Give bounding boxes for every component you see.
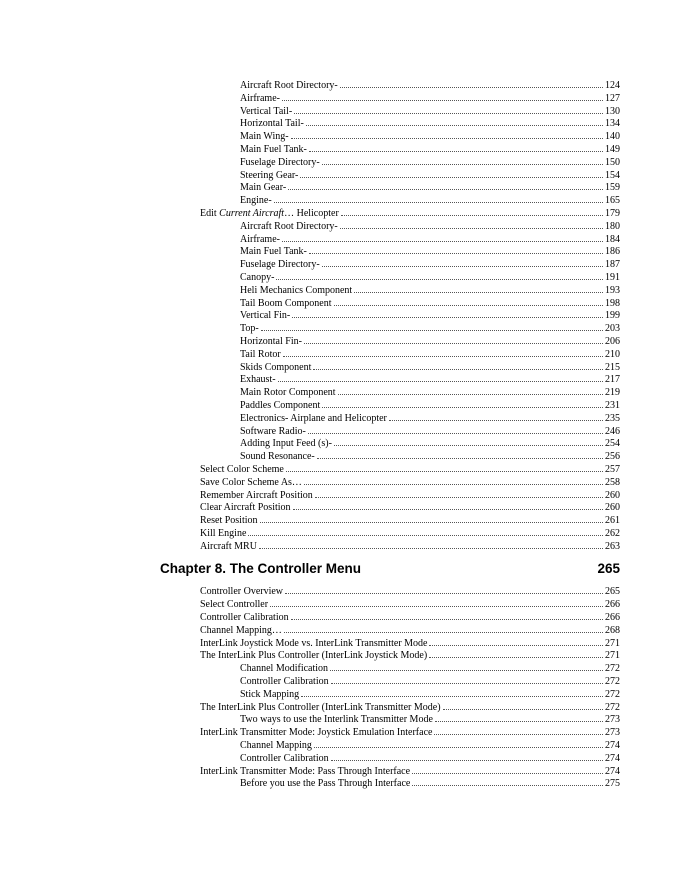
toc-entry-page: 235 — [605, 412, 620, 424]
toc-entry[interactable] — [200, 701, 620, 714]
toc-entry-label: Vertical Fin- — [240, 310, 291, 322]
toc-entry-page: 260 — [605, 502, 620, 514]
toc-entry-label: Two ways to use the Interlink Transmitter Mode — [240, 714, 433, 726]
dot-leader — [334, 437, 603, 446]
toc-entry-label: Save Color Scheme As… — [200, 476, 302, 488]
toc-entry-page: 149 — [605, 143, 620, 155]
toc-entry-page: 184 — [605, 233, 620, 245]
toc-entry[interactable] — [240, 271, 620, 284]
toc-entry[interactable] — [240, 739, 620, 752]
toc-entry-edit-helicopter[interactable] — [200, 207, 620, 220]
toc-entry-page: 206 — [605, 335, 620, 347]
toc-entry-label: Kill Engine — [200, 527, 247, 539]
toc-entry-page: 263 — [605, 540, 620, 552]
dot-leader — [309, 245, 603, 254]
toc-entry-page: 246 — [605, 425, 620, 437]
toc-entry-page: 257 — [605, 463, 620, 475]
toc-entry-label: Canopy- — [240, 271, 275, 283]
toc-entry-page: 150 — [605, 156, 620, 168]
dot-leader — [306, 117, 603, 126]
toc-entry-label: Edit Current Aircraft… Helicopter — [200, 207, 339, 219]
toc-entry-page: 275 — [605, 778, 620, 790]
toc-entry[interactable] — [240, 348, 620, 361]
toc-entry-page: 273 — [605, 727, 620, 739]
toc-entry-label: InterLink Transmitter Mode: Pass Through Interface — [200, 765, 411, 777]
toc-entry-label: Main Wing- — [240, 131, 289, 143]
chapter-title: Chapter 8. The Controller Menu — [160, 561, 362, 577]
dot-leader — [293, 501, 603, 510]
toc-entry-page: 130 — [605, 105, 620, 117]
dot-leader — [322, 399, 603, 408]
toc-entry-label: Horizontal Tail- — [240, 118, 304, 130]
toc-entry[interactable] — [240, 233, 620, 246]
toc-entry-label: Airframe- — [240, 233, 280, 245]
toc-entry[interactable] — [240, 399, 620, 412]
toc-entry[interactable] — [240, 752, 620, 765]
toc-entry-page: 260 — [605, 489, 620, 501]
toc-entry-label: Exhaust- — [240, 374, 276, 386]
toc-entry-page: 266 — [605, 612, 620, 624]
toc-entry-page: 256 — [605, 451, 620, 463]
toc-entry-page: 215 — [605, 361, 620, 373]
dot-leader — [412, 777, 603, 786]
toc-entry-page: 266 — [605, 599, 620, 611]
toc-entry-page: 191 — [605, 271, 620, 283]
toc-entry-page: 271 — [605, 650, 620, 662]
toc-entry-label: Airframe- — [240, 92, 280, 104]
toc-entry-label: Tail Boom Component — [240, 297, 332, 309]
toc-entry-label: The InterLink Plus Controller (InterLink Joystick Mode) — [200, 650, 428, 662]
toc-entry[interactable] — [200, 637, 620, 650]
toc-entry[interactable] — [240, 245, 620, 258]
dot-leader — [270, 598, 603, 607]
dot-leader — [389, 412, 603, 421]
toc-entry-page: 210 — [605, 348, 620, 360]
toc-entry-page: 154 — [605, 169, 620, 181]
toc-entry[interactable] — [240, 335, 620, 348]
toc-entry-page: 273 — [605, 714, 620, 726]
toc-entry[interactable] — [200, 598, 620, 611]
dot-leader — [340, 220, 603, 229]
toc-entry-label: Fuselage Directory- — [240, 259, 320, 271]
chapter-heading[interactable] — [160, 561, 620, 577]
toc-entry-label: Channel Mapping — [240, 740, 312, 752]
dot-leader — [429, 637, 603, 646]
toc-entry[interactable] — [240, 437, 620, 450]
dot-leader — [354, 284, 603, 293]
toc-entry-label: Aircraft MRU — [200, 540, 257, 552]
toc-entry[interactable] — [200, 624, 620, 637]
toc-entry-label: InterLink Transmitter Mode: Joystick Emulation Interface — [200, 727, 433, 739]
dot-leader — [322, 156, 603, 165]
toc-entry[interactable] — [240, 361, 620, 374]
toc-entry-label: Aircraft Root Directory- — [240, 80, 338, 91]
toc-entry-label: Select Color Scheme — [200, 463, 284, 475]
toc-entry-page: 124 — [605, 80, 620, 91]
dot-leader — [334, 297, 603, 306]
toc-entry-label: Channel Mapping… — [200, 624, 282, 636]
dot-leader — [340, 79, 603, 88]
toc-entry-page: 231 — [605, 399, 620, 411]
toc-entry-label: The InterLink Plus Controller (InterLink Transmitter Mode) — [200, 701, 441, 713]
toc-entry[interactable] — [240, 143, 620, 156]
toc-entry[interactable] — [200, 611, 620, 624]
toc-entry-label: Paddles Component — [240, 399, 321, 411]
toc-entry-page: 159 — [605, 182, 620, 194]
dot-leader — [301, 688, 603, 697]
dot-leader — [288, 181, 603, 190]
dot-leader — [429, 649, 603, 658]
dot-leader — [276, 271, 603, 280]
toc-entry-page: 186 — [605, 246, 620, 258]
dot-leader — [304, 476, 603, 485]
dot-leader — [315, 489, 603, 498]
toc-entry-label: Engine- — [240, 195, 272, 207]
toc-section-helicopter-editor — [0, 220, 680, 553]
toc-entry-page: 127 — [605, 92, 620, 104]
toc-entry[interactable] — [240, 79, 620, 92]
toc-entry-page: 265 — [605, 586, 620, 598]
toc-entry[interactable] — [200, 476, 620, 489]
dot-leader — [330, 662, 603, 671]
dot-leader — [274, 194, 603, 203]
toc-entry[interactable] — [240, 130, 620, 143]
toc-entry-page: 140 — [605, 131, 620, 143]
toc-entry-label: Main Fuel Tank- — [240, 246, 307, 258]
toc-entry-label: Remember Aircraft Position — [200, 489, 313, 501]
toc-entry-label: Clear Aircraft Position — [200, 502, 291, 514]
dot-leader — [291, 130, 603, 139]
toc-entry[interactable] — [240, 284, 620, 297]
dot-leader — [317, 450, 603, 459]
toc-entry-label: Channel Modification — [240, 663, 329, 675]
toc-entry-page: 180 — [605, 220, 620, 232]
toc-entry-label: Fuselage Directory- — [240, 156, 320, 168]
toc-entry-label: InterLink Joystick Mode vs. InterLink Transmitter Mode — [200, 637, 428, 649]
toc-entry[interactable] — [200, 489, 620, 502]
toc-entry[interactable] — [240, 297, 620, 310]
dot-leader — [434, 726, 603, 735]
toc-entry-label: Heli Mechanics Component — [240, 284, 353, 296]
toc-entry[interactable] — [240, 156, 620, 169]
dot-leader — [292, 309, 603, 318]
toc-entry-page: 261 — [605, 515, 620, 527]
dot-leader — [283, 348, 603, 357]
dot-leader — [278, 373, 603, 382]
toc-entry[interactable] — [200, 726, 620, 739]
toc-entry-page: 179 — [605, 207, 620, 219]
toc-entry-label: Stick Mapping — [240, 688, 300, 700]
dot-leader — [284, 624, 603, 633]
toc-entry[interactable] — [240, 450, 620, 463]
chapter-page: 265 — [597, 561, 620, 577]
toc-entry-page: 219 — [605, 387, 620, 399]
dot-leader — [261, 322, 603, 331]
toc-entry[interactable] — [240, 309, 620, 322]
toc-entry[interactable] — [200, 649, 620, 662]
toc-section-airplane-editor — [0, 79, 680, 207]
dot-leader — [285, 585, 603, 594]
dot-leader — [260, 514, 603, 523]
toc-entry[interactable] — [200, 514, 620, 527]
toc-entry-label: Top- — [240, 323, 259, 335]
dot-leader — [308, 425, 603, 434]
table-of-contents — [0, 79, 680, 790]
toc-entry-page: 271 — [605, 637, 620, 649]
dot-leader — [331, 752, 603, 761]
toc-entry[interactable] — [240, 713, 620, 726]
toc-entry[interactable] — [240, 675, 620, 688]
toc-entry-label: Controller Overview — [200, 586, 284, 598]
toc-entry-label: Main Gear- — [240, 182, 287, 194]
toc-entry-page: 274 — [605, 752, 620, 764]
toc-section-controller-menu — [0, 585, 680, 790]
dot-leader — [435, 713, 603, 722]
dot-leader — [259, 540, 603, 549]
dot-leader — [314, 739, 603, 748]
toc-entry[interactable] — [240, 412, 620, 425]
toc-entry-page: 262 — [605, 527, 620, 539]
toc-entry-page: 198 — [605, 297, 620, 309]
toc-entry-label: Vertical Tail- — [240, 105, 293, 117]
toc-entry-label: Controller Calibration — [240, 676, 329, 688]
dot-leader — [282, 92, 603, 101]
toc-entry[interactable] — [240, 386, 620, 399]
toc-entry-page: 203 — [605, 323, 620, 335]
dot-leader — [338, 386, 603, 395]
dot-leader — [313, 361, 603, 370]
dot-leader — [341, 207, 603, 216]
toc-entry-label: Horizontal Fin- — [240, 335, 302, 347]
toc-entry-label: Software Radio- — [240, 425, 306, 437]
toc-entry[interactable] — [200, 585, 620, 598]
dot-leader — [412, 765, 603, 774]
toc-entry-label: Sound Resonance- — [240, 451, 315, 463]
toc-entry[interactable] — [240, 169, 620, 182]
toc-entry[interactable] — [240, 777, 620, 790]
toc-entry-label: Reset Position — [200, 515, 258, 527]
toc-entry[interactable] — [240, 92, 620, 105]
toc-entry-label: Controller Calibration — [200, 612, 289, 624]
toc-entry-label: Controller Calibration — [240, 752, 329, 764]
toc-entry-page: 272 — [605, 688, 620, 700]
toc-entry-label: Skids Component — [240, 361, 312, 373]
toc-entry[interactable] — [240, 373, 620, 386]
toc-entry[interactable] — [240, 117, 620, 130]
toc-entry-page: 187 — [605, 259, 620, 271]
toc-entry-page: 217 — [605, 374, 620, 386]
toc-entry-page: 274 — [605, 740, 620, 752]
dot-leader — [309, 143, 603, 152]
toc-entry[interactable] — [240, 105, 620, 118]
toc-entry-label: Adding Input Feed (s)- — [240, 438, 332, 450]
dot-leader — [286, 463, 603, 472]
dot-leader — [331, 675, 603, 684]
toc-entry-label: Tail Rotor — [240, 348, 281, 360]
dot-leader — [282, 233, 603, 242]
toc-entry[interactable] — [200, 765, 620, 778]
toc-entry-page: 272 — [605, 676, 620, 688]
toc-entry-label: Before you use the Pass Through Interface — [240, 778, 411, 790]
toc-entry[interactable] — [240, 662, 620, 675]
toc-entry-label: Select Controller — [200, 599, 269, 611]
toc-entry-page: 254 — [605, 438, 620, 450]
toc-entry[interactable] — [200, 527, 620, 540]
dot-leader — [248, 527, 603, 536]
toc-entry[interactable] — [200, 501, 620, 514]
toc-entry-page: 274 — [605, 765, 620, 777]
toc-entry[interactable] — [240, 181, 620, 194]
toc-entry-page: 268 — [605, 624, 620, 636]
toc-entry-label: Steering Gear- — [240, 169, 299, 181]
toc-entry-page: 134 — [605, 118, 620, 130]
toc-entry-label: Main Rotor Component — [240, 387, 336, 399]
toc-entry-page: 272 — [605, 663, 620, 675]
toc-entry-page: 199 — [605, 310, 620, 322]
toc-entry[interactable] — [200, 540, 620, 553]
toc-entry[interactable] — [240, 688, 620, 701]
dot-leader — [322, 258, 603, 267]
dot-leader — [304, 335, 603, 344]
dot-leader — [294, 105, 603, 114]
toc-entry-label: Main Fuel Tank- — [240, 143, 307, 155]
toc-entry-page: 165 — [605, 195, 620, 207]
toc-entry-label: Aircraft Root Directory- — [240, 220, 338, 232]
toc-entry-page: 258 — [605, 476, 620, 488]
toc-entry[interactable] — [240, 425, 620, 438]
dot-leader — [291, 611, 603, 620]
toc-entry[interactable] — [240, 194, 620, 207]
dot-leader — [300, 169, 603, 178]
toc-entry[interactable] — [240, 322, 620, 335]
toc-entry[interactable] — [200, 463, 620, 476]
toc-entry-page: 193 — [605, 284, 620, 296]
dot-leader — [443, 701, 603, 710]
toc-entry-label: Electronics- Airplane and Helicopter — [240, 412, 387, 424]
toc-entry-page: 272 — [605, 701, 620, 713]
toc-entry[interactable] — [240, 258, 620, 271]
toc-entry[interactable] — [240, 220, 620, 233]
